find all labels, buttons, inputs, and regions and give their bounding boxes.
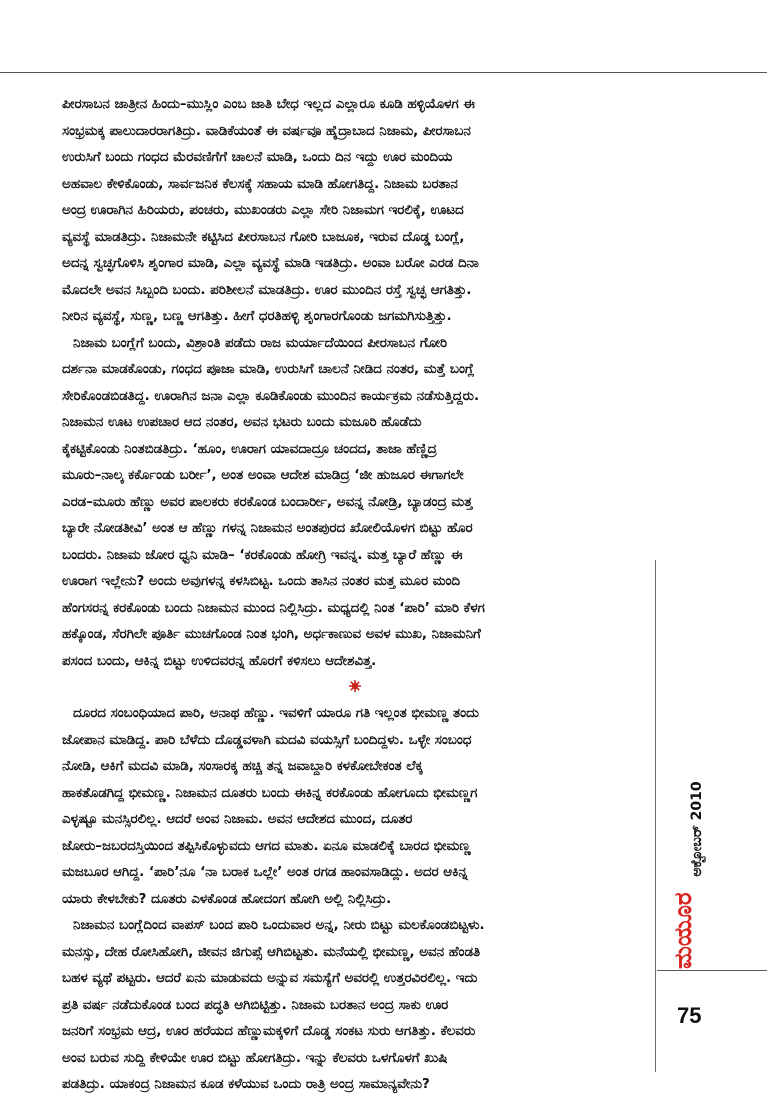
text-line: ಅಂವ ಬರುವ ಸುದ್ದಿ ಕೇಳಿಯೇ ಊರ ಬಿಟ್ಟು ಹೋಗತಿದ್ರು. ಇನ್ನು ಕೆಲವರು ಒಳಗೊಳಗೆ ಖುಷಿ <box>62 1050 448 1066</box>
text-line: ವ್ಯವಸ್ಥೆ ಮಾಡತಿದ್ರು. ನಿಜಾಮನೇ ಕಟ್ಟಿಸಿದ ಪೀರಸಾಬನ ಗೋರಿ ಬಾಜೂಕ, ಇರುವ ದೊಡ್ಡ ಬಂಗ್ಲೆ, <box>62 229 465 245</box>
text-line: ಕೈಕಟ್ಟಿಕೊಂಡು ನಿಂತಬಿಡತಿದ್ರು. ‘ಹೂಂ, ಊರಾಗ ಯಾವದಾದ್ರೂ ಚಂದದ, ತಾಜಾ ಹೆಣ್ಣಿದ್ರ <box>62 441 437 457</box>
text-line: ಎರಡ–ಮೂರು ಹೆಣ್ಣು ಅವರ ಪಾಲಕರು ಕರಕೊಂಡ ಬಂದಾರ್ರೀ, ಅವನ್ನ ನೋಡ್ರಿ, ಬ್ಯಾಡಂದ್ರ ಮತ್ತ <box>62 494 473 510</box>
text-line: ನಿಜಾಮನ ಬಂಗ್ಲೆದಿಂದ ವಾಪಸ್ ಬಂದ ಪಾರಿ ಒಂದುವಾರ ಅನ್ನ, ನೀರು ಬಿಟ್ಟು ಮಲಕೊಂಡಬಿಟ್ಟಳು. <box>73 918 485 933</box>
text-line: ಜೋಪಾನ ಮಾಡಿದ್ದ. ಪಾರಿ ಬೆಳೆದು ದೊಡ್ಡವಳಾಗಿ ಮದವಿ ವಯಸ್ಸಿಗೆ ಬಂದಿದ್ದಳು. ಒಳ್ಳೇ ಸಂಬಂಧ <box>62 732 472 748</box>
text-line: ಬಂದರು. ನಿಜಾಮ ಜೋರ ಧ್ವನಿ ಮಾಡಿ– ‘ಕರಕೊಂಡು ಹೋಗ್ರಿ ಇವನ್ನ. ಮತ್ತ ಬ್ಯಾರೆ ಹೆಣ್ಣು ಈ <box>62 547 463 563</box>
text-line: ನೀರಿನ ವ್ಯವಸ್ಥೆ, ಸುಣ್ಣ, ಬಣ್ಣ ಆಗತಿತ್ತು. ಹೀಗೆ ಧರತಿಹಳ್ಳಿ ಶೃಂಗಾರಗೊಂಡು ಜಗಮಗಿಸುತ್ತಿತ್ತು. <box>62 309 452 324</box>
ornament-icon <box>349 680 361 692</box>
text-line: ಮಜಬೂರ ಆಗಿದ್ದ. ‘ಪಾರಿ’ನೂ ‘ನಾ ಬರಾಕ ಒಲ್ಲೇ’ ಅಂತ ರಗಡ ಹಾಂವಸಾಡಿದ್ಲು. ಅದರ ಆಕಿನ್ನ <box>62 865 468 880</box>
issue-month-label: ಅಕ್ಟೋಬರ್ 2010 <box>689 781 705 877</box>
text-line: ಯಾರು ಕೇಳಬೇಕು? ದೂತರು ಎಳಕೊಂಡ ಹೋದಂಗ ಹೋಗಿ ಅಲ್ಲಿ ನಿಲ್ಲಿಸಿದ್ರು. <box>62 891 392 907</box>
top-rule <box>0 72 767 73</box>
text-line: ನೋಡಿ, ಆಕಿಗೆ ಮದವಿ ಮಾಡಿ, ಸಂಸಾರಕ್ಕ ಹಚ್ಚಿ ತನ್ನ ಜವಾಬ್ದಾರಿ ಕಳಕೋಬೇಕಂತ ಲೆಕ್ಕ <box>62 759 423 774</box>
text-line: ಪ್ರತಿ ವರ್ಷ ನಡೆದುಕೊಂಡ ಬಂದ ಪದ್ಧತಿ ಆಗಿಬಿಟ್ಟಿತ್ತು. ನಿಜಾಮ ಬರತಾನ ಅಂದ್ರ ಸಾಕು ಊರ <box>62 997 449 1013</box>
text-line: ಅಂದ್ರ ಊರಾಗಿನ ಹಿರಿಯರು, ಪಂಚರು, ಮುಖಂಡರು ಎಲ್ಲಾ ಸೇರಿ ನಿಜಾಮಗ ಇರಲಿಕ್ಕೆ, ಊಟದ <box>62 203 464 218</box>
text-line: ಪಸಂದ ಬಂದು, ಆಕಿನ್ನ ಬಿಟ್ಟು ಉಳಿದವರನ್ನ ಹೊರಗೆ ಕಳಿಸಲು ಆದೇಶವಿತ್ತ. <box>62 653 377 669</box>
section-divider <box>62 675 650 701</box>
text-line: ಊರಾಗ ಇಲ್ಲೇನು? ಅಂದು ಅವುಗಳನ್ನ ಕಳಸಿಬಿಟ್ಟ. ಒಂದು ತಾಸಿನ ನಂತರ ಮತ್ತ ಮೂರ ಮಂದಿ <box>62 574 461 589</box>
text-line: ಜನರಿಗೆ ಸಂಭ್ರಮ ಆದ್ರ, ಊರ ಹರೆಯದ ಹೆಣ್ಣುಮಕ್ಕಳಿಗೆ ದೊಡ್ಡ ಸಂಕಟ ಸುರು ಆಗತಿತ್ತು. ಕೆಲವರು <box>62 1024 476 1039</box>
text-line: ಹೆಂಗಸರನ್ನ ಕರಕೊಂಡು ಬಂದು ನಿಜಾಮನ ಮುಂದ ನಿಲ್ಲಿಸಿದ್ರು. ಮಧ್ಯದಲ್ಲಿ ನಿಂತ ‘ಪಾರಿ’ ಮಾರಿ ಕೆಳಗ <box>62 600 485 616</box>
margin-rule <box>655 560 656 1072</box>
text-line: ಉರುಸಿಗೆ ಬಂದು ಗಂಧದ ಮೆರವಣಿಗೆಗೆ ಚಾಲನೆ ಮಾಡಿ, ಒಂದು ದಿನ ಇದ್ದು ಊರ ಮಂದಿಯ <box>62 150 453 165</box>
text-line: ಹಾಕತೊಡಗಿದ್ದ ಭೀಮಣ್ಣ. ನಿಜಾಮನ ದೂತರು ಬಂದು ಈಕಿನ್ನ ಕರಕೊಂಡು ಹೋಗೂದು ಭೀಮಣ್ಣಗ <box>62 785 478 801</box>
text-line: ಹಕ್ಕೊಂಡ, ಸೆರಗಿಲೇ ಪೂರ್ತಿ ಮುಚಗೊಂಡ ನಿಂತ ಭಂಗಿ, ಅರ್ಧಕಾಣುವ ಅವಳ ಮುಖ, ನಿಜಾಮನಿಗೆ <box>62 627 481 642</box>
text-line: ಸಂಭ್ರಮಕ್ಕ ಪಾಲುದಾರರಾಗತಿದ್ರು. ವಾಡಿಕೆಯಂತೆ ಈ ವರ್ಷವೂ ಹೈದ್ರಾಬಾದ ನಿಜಾಮ, ಪೀರಸಾಬನ <box>62 123 471 139</box>
text-line: ಮೂರು–ನಾಲ್ಕ ಕರ್ಕೊಂಡು ಬರ್ರೀ’, ಅಂತ ಅಂವಾ ಆದೇಶ ಮಾಡಿದ್ರ ‘ಜೀ ಹುಜೂರ ಈಗಾಗಲೇ <box>62 468 464 483</box>
text-line: ದೂರದ ಸಂಬಂಧಿಯಾದ ಪಾರಿ, ಅನಾಥ ಹೆಣ್ಣು. ಇವಳಿಗೆ ಯಾರೂ ಗತಿ ಇಲ್ಲಂತ ಭೀಮಣ್ಣ ತಂದು <box>73 706 479 721</box>
text-line: ಅದನ್ನ ಸ್ವಚ್ಛಗೊಳಿಸಿ ಶೃಂಗಾರ ಮಾಡಿ, ಎಲ್ಲಾ ವ್ಯವಸ್ಥೆ ಮಾಡಿ ಇಡತಿದ್ರು. ಅಂವಾ ಬರೋ ಎರಡ ದಿನಾ <box>62 256 479 271</box>
paragraph-4 <box>62 913 650 1099</box>
paragraph-3 <box>62 701 650 913</box>
text-line: ಬಹಳ ವ್ಯಥೆ ಪಟ್ಟರು. ಆದರೆ ಏನು ಮಾಡುವದು ಅನ್ನುವ ಸಮಸ್ಯೆಗೆ ಅವರಲ್ಲಿ ಉತ್ತರವಿರಲಿಲ್ಲ. ಇದು <box>62 971 478 986</box>
text-line: ಪೀರಸಾಬನ ಜಾತ್ರೀನ ಹಿಂದು–ಮುಸ್ಲಿಂ ಎಂಬ ಜಾತಿ ಬೇಧ ಇಲ್ಲದ ಎಲ್ಲಾರೂ ಕೂಡಿ ಹಳ್ಳಿಯೊಳಗ ಈ <box>62 97 475 112</box>
text-line: ಸೇರಿಕೊಂಡಬಿಡತಿದ್ದ. ಊರಾಗಿನ ಜನಾ ಎಲ್ಲಾ ಕೂಡಿಕೊಂಡು ಮುಂದಿನ ಕಾರ್ಯಕ್ರಮ ನಡೆಸುತ್ತಿದ್ದರು. <box>62 388 480 404</box>
text-line: ಬ್ಯಾರೇ ನೋಡತೀವಿ’ ಅಂತ ಆ ಹೆಣ್ಣು ಗಳನ್ನ ನಿಜಾಮನ ಅಂತಪುರದ ಖೋಲಿಯೊಳಗ ಬಿಟ್ಟು ಹೊರ <box>62 521 473 536</box>
text-line: ಎಳ್ಳಷ್ಟೂ ಮನಸ್ಸಿರಲಿಲ್ಲ. ಆದರೆ ಅಂವ ನಿಜಾಮ. ಅವನ ಆದೇಶದ ಮುಂದ, ದೂತರ <box>62 812 413 827</box>
text-line: ನಿಜಾಮ ಬಂಗ್ಲೆಗೆ ಬಂದು, ವಿಶ್ರಾಂತಿ ಪಡೆದು ರಾಜ ಮರ್ಯಾದೆಯಿಂದ ಪೀರಸಾಬನ ಗೋರಿ <box>73 335 448 351</box>
text-line: ಪಡತಿದ್ರು. ಯಾಕಂದ್ರ ನಿಜಾಮನ ಕೂಡ ಕಳೆಯುವ ಒಂದು ರಾತ್ರಿ ಅಂದ್ರ ಸಾಮಾನ್ಯವೇನು? <box>62 1077 430 1092</box>
paragraph-2 <box>62 331 650 676</box>
text-line: ನಿಜಾಮನ ಊಟ ಉಪಚಾರ ಆದ ನಂತರ, ಅವನ ಭಟರು ಬಂದು ಮಜೂರಿ ಹೊಡೆದು <box>62 415 422 430</box>
magazine-logo <box>660 892 706 970</box>
footer-rule <box>657 970 767 971</box>
text-line: ದರ್ಶನಾ ಮಾಡಕೊಂಡು, ಗಂಧದ ಪೂಜಾ ಮಾಡಿ, ಉರುಸಿಗೆ ಚಾಲನೆ ನೀಡಿದ ನಂತರ, ಮತ್ತೆ ಬಂಗ್ಲೆ <box>62 362 475 377</box>
text-line: ಜೋರು–ಜಬರದಸ್ತಿಯಿಂದ ತಪ್ಪಿಸಿಕೊಳ್ಳುವದು ಆಗದ ಮಾತು. ಏನೂ ಮಾಡಲಿಕ್ಕೆ ಬಾರದ ಭೀಮಣ್ಣ <box>62 838 471 854</box>
magazine-name: ಮಯೂರ <box>669 892 697 969</box>
article-body <box>62 92 650 1099</box>
paragraph-1 <box>62 92 650 331</box>
text-line: ಮನಸ್ಸು, ದೇಹ ರೋಸಿಹೋಗಿ, ಜೀವನ ಜಿಗುಪ್ಸೆ ಆಗಿಬಿಟ್ಟತು. ಮನೆಯಲ್ಲಿ ಭೀಮಣ್ಣ, ಅವನ ಹೆಂಡತಿ <box>62 944 481 960</box>
text-line: ಮೊದಲೇ ಅವನ ಸಿಬ್ಬಂದಿ ಬಂದು. ಪರಿಶೀಲನೆ ಮಾಡತಿದ್ರು. ಊರ ಮುಂದಿನ ರಸ್ತೆ ಸ್ವಚ್ಛ ಆಗತಿತ್ತು. <box>62 282 472 298</box>
page-number: 75 <box>677 1003 702 1028</box>
text-line: ಅಹವಾಲ ಕೇಳಿಕೊಂಡು, ಸಾರ್ವಜನಿಕ ಕೆಲಸಕ್ಕೆ ಸಹಾಯ ಮಾಡಿ ಹೋಗತಿದ್ದ. ನಿಜಾಮ ಬರತಾನ <box>62 176 458 192</box>
